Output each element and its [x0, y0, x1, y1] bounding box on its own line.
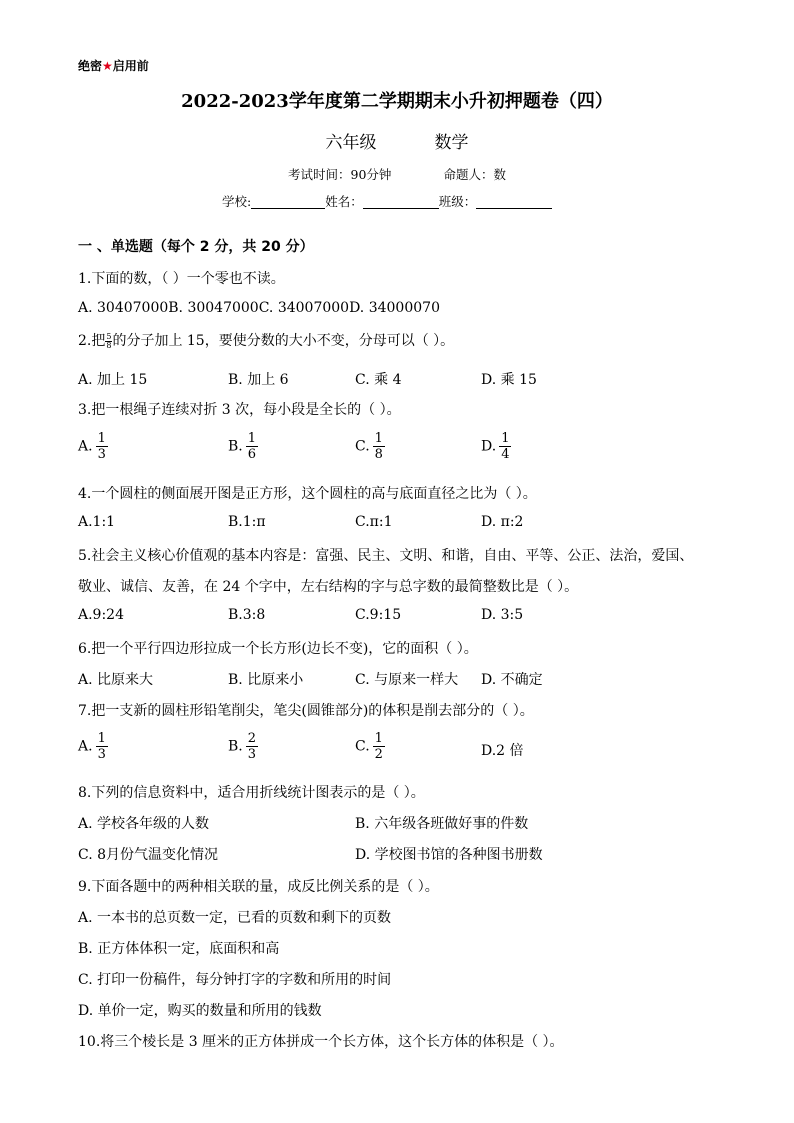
q7-c-fraction	[373, 731, 385, 762]
q5-option-d: D. 3:5	[481, 607, 524, 623]
question-7: 7.把一支新的圆柱形铅笔削尖，笔尖(圆锥部分)的体积是削去部分的（ ）。	[78, 703, 534, 719]
q3-a-num: 1	[97, 431, 106, 446]
grade-label: 六年级	[325, 133, 377, 153]
q6-option-d: D. 不确定	[481, 672, 543, 688]
q3-c-den: 8	[374, 447, 383, 462]
q7-option-c	[355, 731, 385, 762]
star-icon: ★	[102, 59, 113, 73]
q9-option-b: B. 正方体体积一定，底面积和高	[78, 941, 280, 957]
q3-d-label: D.	[481, 438, 497, 455]
q5-option-c: C.9:15	[355, 607, 402, 623]
subject-label: 数学	[434, 133, 469, 153]
q9-option-a: A. 一本书的总页数一定，已看的页数和剩下的页数	[78, 910, 392, 926]
exam-author: 命题人：数	[443, 167, 506, 182]
exam-title: 2022-2023学年度第二学期期末小升初押题卷（四）	[181, 91, 613, 112]
q2-frac-den: 8	[106, 340, 112, 350]
q5-option-b: B.3:8	[228, 607, 266, 623]
q4-option-a: A.1:1	[78, 514, 116, 530]
q9-option-c: C. 打印一份稿件，每分钟打字的字数和所用的时间	[78, 972, 392, 988]
q3-option-b	[228, 431, 258, 462]
q3-b-label: B.	[228, 438, 243, 455]
section-title: 一 、单选题（每个 2 分，共 20 分）	[78, 239, 314, 255]
q3-b-num: 1	[247, 431, 257, 446]
q8-option-b: B. 六年级各班做好事的件数	[355, 816, 529, 832]
q3-option-a	[78, 431, 108, 462]
q7-c-label: C.	[355, 738, 370, 755]
q7-b-den: 3	[247, 747, 257, 762]
school-blank[interactable]	[251, 194, 325, 209]
q2-post: 的分子加上 15，要使分数的大小不变，分母可以（ ）。	[112, 333, 455, 349]
q3-d-num: 1	[501, 431, 510, 446]
question-5-line-1: 5.社会主义核心价值观的基本内容是：富强、民主、文明、和谐，自由、平等、公正、法治，爱国、	[78, 548, 694, 564]
class-label: 班级：	[438, 194, 477, 209]
question-10: 10.将三个棱长是 3 厘米的正方体拼成一个长方体，这个长方体的体积是（ ）。	[78, 1034, 564, 1050]
q3-a-fraction	[96, 431, 108, 462]
q8-option-c: C. 8月份气温变化情况	[78, 847, 219, 863]
q7-b-fraction	[246, 731, 258, 762]
question-9: 9.下面各题中的两种相关联的量，成反比例关系的是（ ）。	[78, 879, 439, 895]
q4-option-b: B.1:π	[228, 514, 266, 530]
q7-c-num: 1	[374, 731, 383, 746]
q3-a-label: A.	[78, 438, 93, 455]
q2-frac-num: 5	[106, 331, 112, 341]
q7-a-den: 3	[97, 747, 106, 762]
q7-a-label: A.	[78, 738, 93, 755]
q3-a-den: 3	[97, 447, 106, 462]
class-blank[interactable]	[476, 194, 552, 209]
secret-pre: 绝密	[78, 59, 103, 73]
q3-b-den: 6	[247, 447, 257, 462]
exam-info	[0, 165, 794, 183]
q3-c-num: 1	[374, 431, 383, 446]
q4-option-d: D. π:2	[481, 514, 524, 530]
q5-option-a: A.9:24	[78, 607, 124, 623]
q2-option-a: A. 加上 15	[78, 372, 148, 388]
q7-b-num: 2	[247, 731, 257, 746]
q7-c-den: 2	[374, 747, 383, 762]
q2-option-b: B. 加上 6	[228, 372, 289, 388]
q3-c-label: C.	[355, 438, 370, 455]
q7-option-b	[228, 731, 258, 762]
question-5-line-2: 敬业、诚信、友善，在 24 个字中，左右结构的字与总字数的最简整数比是（ ）。	[78, 579, 579, 595]
q2-pre: 2.把	[78, 333, 106, 349]
question-4: 4.一个圆柱的侧面展开图是正方形，这个圆柱的高与底面直径之比为（ ）。	[78, 486, 537, 502]
question-1-options: A. 30407000B. 30047000C. 34007000D. 34000070	[78, 300, 440, 316]
q3-option-d	[481, 431, 511, 462]
q3-d-fraction	[499, 431, 511, 462]
secret-post: 启用前	[112, 59, 149, 73]
question-6: 6.把一个平行四边形拉成一个长方形(边长不变)，它的面积（ ）。	[78, 641, 478, 657]
secret-label	[78, 57, 149, 74]
student-fields	[222, 192, 552, 210]
q3-option-c	[355, 431, 385, 462]
q7-b-label: B.	[228, 738, 243, 755]
exam-subtitle	[0, 128, 794, 153]
q3-d-den: 4	[501, 447, 510, 462]
question-1: 1.下面的数，（ ）一个零也不读。	[78, 271, 285, 287]
q8-option-a: A. 学校各年级的人数	[78, 816, 210, 832]
q3-b-fraction	[246, 431, 258, 462]
q6-option-c: C. 与原来一样大	[355, 672, 459, 688]
q7-a-fraction	[96, 731, 108, 762]
q9-option-d: D. 单价一定，购买的数量和所用的钱数	[78, 1003, 322, 1019]
q7-option-a	[78, 731, 108, 762]
q2-option-d: D. 乘 15	[481, 372, 537, 388]
school-label: 学校:	[222, 194, 252, 209]
q8-option-d: D. 学校图书馆的各种图书册数	[355, 847, 543, 863]
q7-option-d: D.2 倍	[481, 743, 524, 759]
q4-option-c: C.π:1	[355, 514, 393, 530]
question-3: 3.把一根绳子连续对折 3 次，每小段是全长的（ ）。	[78, 402, 401, 418]
name-blank[interactable]	[363, 194, 439, 209]
name-label: 姓名：	[325, 194, 363, 209]
q2-option-c: C. 乘 4	[355, 372, 402, 388]
q3-c-fraction	[373, 431, 385, 462]
q6-option-a: A. 比原来大	[78, 672, 154, 688]
q6-option-b: B. 比原来小	[228, 672, 304, 688]
q7-a-num: 1	[97, 731, 106, 746]
question-2	[78, 330, 454, 350]
exam-time: 考试时间：90分钟	[288, 167, 392, 182]
question-8: 8.下列的信息资料中，适合用折线统计图表示的是（ ）。	[78, 785, 425, 801]
